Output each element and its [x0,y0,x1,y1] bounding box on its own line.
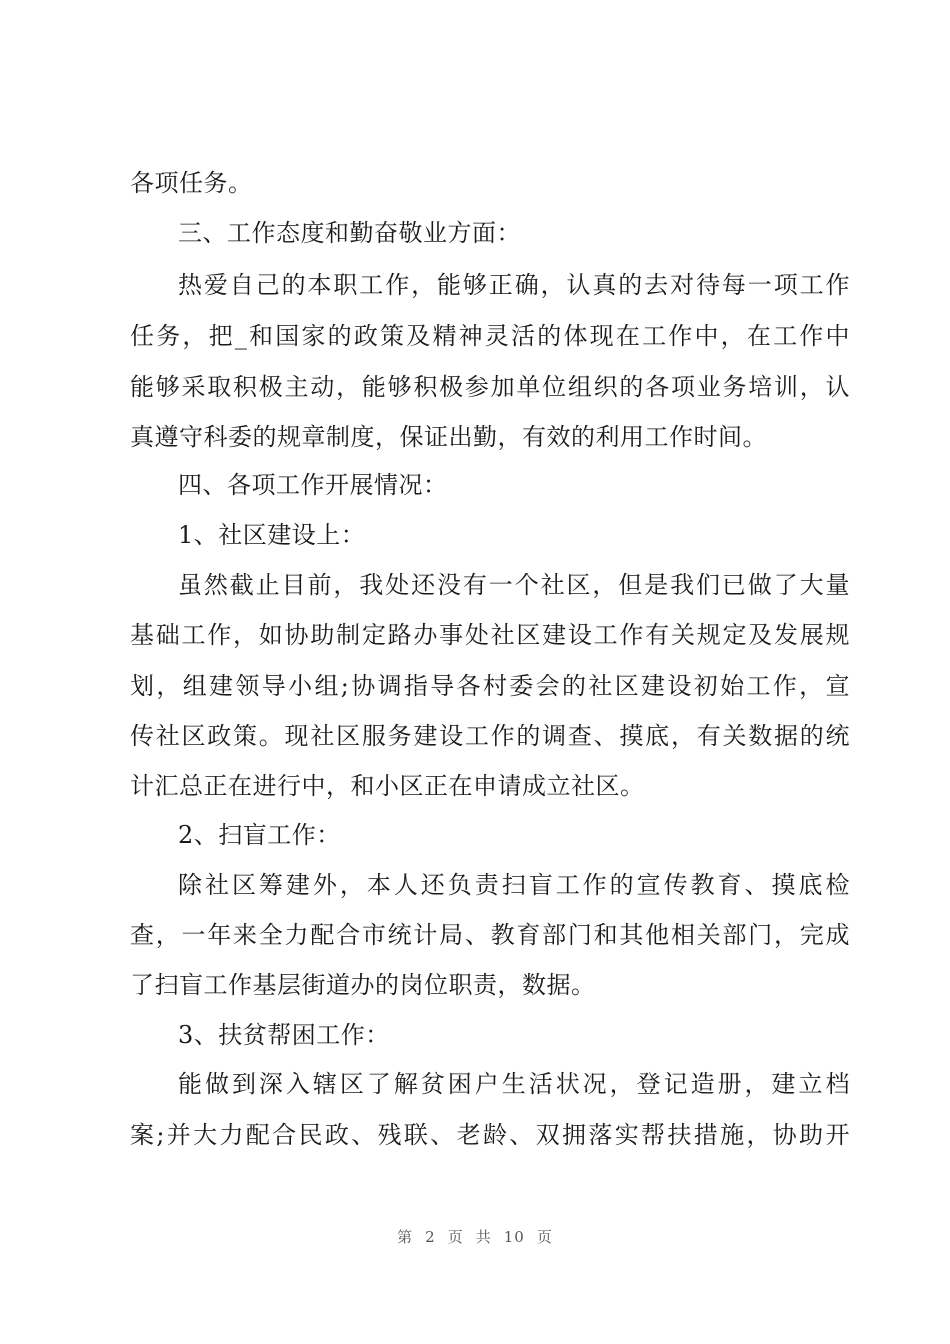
section-heading: 四、各项工作开展情况： [178,471,448,499]
text-line: 除社区筹建外，本人还负责扫盲工作的宣传教育、摸底检 [178,871,850,899]
text-line: 了扫盲工作基层街道办的岗位职责，数据。 [130,971,596,999]
subsection-heading: 2、扫盲工作： [178,821,341,849]
text-line: 真遵守科委的规章制度，保证出勤，有效的利用工作时间。 [130,423,767,451]
footer-label: 第 [397,1228,414,1246]
current-page-number: 2 [425,1228,436,1246]
text-line: 基础工作，如协助制定路办事处社区建设工作有关规定及发展规 [130,621,850,649]
footer-label: 共 [475,1228,492,1246]
text-line: 虽然截止目前，我处还没有一个社区，但是我们已做了大量 [178,571,850,599]
text-line: 能做到深入辖区了解贫困户生活状况，登记造册，建立档 [178,1070,850,1098]
text-line: 能够采取积极主动，能够积极参加单位组织的各项业务培训，认 [130,373,850,401]
footer-label: 页 [447,1228,464,1246]
text-line: 传社区政策。现社区服务建设工作的调查、摸底，有关数据的统 [130,722,850,750]
text-line: 划，组建领导小组;协调指导各村委会的社区建设初始工作，宣 [130,672,850,700]
text-line: 热爱自己的本职工作，能够正确，认真的去对待每一项工作 [178,271,850,299]
total-pages-number: 10 [503,1228,525,1246]
text-line: 任务，把_和国家的政策及精神灵活的体现在工作中，在工作中 [130,322,850,350]
page-footer [0,1226,950,1247]
text-line: 计汇总正在进行中，和小区正在申请成立社区。 [130,772,645,800]
text-line: 查，一年来全力配合市统计局、教育部门和其他相关部门，完成 [130,921,850,949]
text-line: 各项任务。 [130,169,253,197]
footer-label: 页 [536,1228,553,1246]
text-line: 案;并大力配合民政、残联、老龄、双拥落实帮扶措施，协助开 [130,1121,850,1149]
subsection-heading: 3、扶贫帮困工作： [178,1021,390,1049]
section-heading: 三、工作态度和勤奋敬业方面： [178,219,521,247]
subsection-heading: 1、社区建设上： [178,521,366,549]
